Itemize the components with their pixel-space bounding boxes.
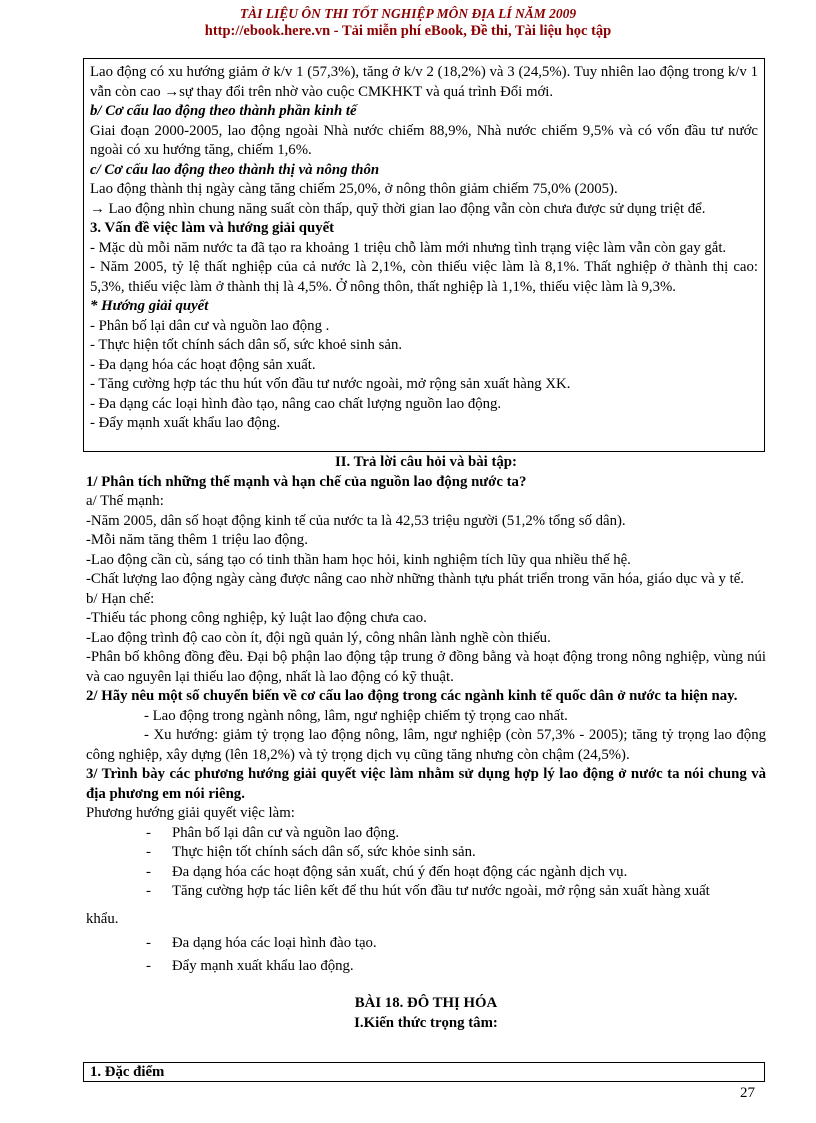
list-item: - Thực hiện tốt chính sách dân số, sức khoẻ sinh sản. xyxy=(90,337,403,353)
list-item: - Đa dạng hóa các hoạt động sản xuất, chú ý đến hoạt động các ngành dịch vụ. xyxy=(86,863,766,883)
summary-box xyxy=(83,58,765,452)
paragraph: Lao động có xu hướng giảm ở k/v 1 (57,3%), tăng ở k/v 2 (18,2%) và 3 (24,5%). Tuy nhiên lao động trong k/v 1 vẫn còn cao →sự thay đổi trên nhờ vào cuộc CMKHKT và quá trình Đổi mới. xyxy=(90,64,758,100)
heading-3: 3. Vấn đề việc làm và hướng giải quyết xyxy=(90,220,335,236)
feature-box xyxy=(83,1062,765,1082)
list-item: -Mỗi năm tăng thêm 1 triệu lao động. xyxy=(86,532,308,548)
bullet-dash: - xyxy=(146,824,151,841)
heading-solutions: * Hướng giải quyết xyxy=(90,298,209,314)
paragraph: - Xu hướng: giảm tỷ trọng lao động nông, lâm, ngư nghiệp (còn 57,3% - 2005); tăng tỷ trọng lao động công nghiệp, xây dựng (lên 18,2%) và tỷ trọng dịch vụ cũng tăng nhưng còn chậm (24,5%). xyxy=(86,727,766,763)
list-item: -Thiếu tác phong công nghiệp, kỷ luật lao động chưa cao. xyxy=(86,610,427,626)
paragraph: Phương hướng giải quyết việc làm: xyxy=(86,805,295,821)
section-title: I.Kiến thức trọng tâm: xyxy=(354,1014,498,1031)
paragraph: - Lao động trong ngành nông, lâm, ngư nghiệp chiếm tỷ trọng cao nhất. xyxy=(144,707,568,724)
list-item: - Thực hiện tốt chính sách dân số, sức khỏe sinh sản. xyxy=(86,843,766,863)
bullet-dash: - xyxy=(146,935,151,951)
header-separator: - xyxy=(330,23,342,39)
question-3: 3/ Trình bày các phương hướng giải quyết việc làm nhằm sử dụng hợp lý lao động ở nước ta nói chung và địa phương em nói riêng. xyxy=(86,766,766,802)
list-item: - Tăng cường hợp tác thu hút vốn đầu tư nước ngoài, mở rộng sản xuất hàng XK. xyxy=(90,376,571,392)
bullet-dash: - xyxy=(146,863,151,880)
list-item: - Phân bố lại dân cư và nguồn lao động. xyxy=(86,824,766,844)
wrapped-text: khẩu. xyxy=(86,910,119,927)
bullet-dash: - xyxy=(146,883,151,899)
section-title: II. Trả lời câu hỏi và bài tập: xyxy=(335,454,517,470)
subheading: a/ Thế mạnh: xyxy=(86,493,164,509)
list-item: -Năm 2005, dân số hoạt động kinh tế của nước ta là 42,53 triệu người (51,2% tổng số dân). xyxy=(86,512,626,529)
feature-label: 1. Đặc điểm xyxy=(90,1064,165,1080)
paragraph: - Mặc dù mỗi năm nước ta đã tạo ra khoảng 1 triệu chỗ làm mới nhưng tình trạng việc làm vẫn còn gay gắt. xyxy=(90,239,727,256)
subheading: b/ Hạn chế: xyxy=(86,590,155,607)
list-item: - Đa dạng các loại hình đào tạo, nâng cao chất lượng nguồn lao động. xyxy=(90,395,502,412)
page-number: 27 xyxy=(740,1085,755,1101)
header-url[interactable]: http://ebook.here.vn xyxy=(204,23,331,39)
paragraph: → Lao động nhìn chung năng suất còn thấp, quỹ thời gian lao động vẫn còn chưa được sử dụng triệt để. xyxy=(90,200,706,217)
list-item: -Lao động trình độ cao còn ít, đội ngũ quản lý, công nhân lành nghề còn thiếu. xyxy=(86,629,551,646)
question-1: 1/ Phân tích những thế mạnh và hạn chế của nguồn lao động nước ta? xyxy=(86,473,527,490)
list-item: - Tăng cường hợp tác liên kết để thu hút vốn đầu tư nước ngoài, mở rộng sản xuất hàng xuất xyxy=(86,882,766,902)
header-tagline: Tải miễn phí eBook, Đề thi, Tài liệu học tập xyxy=(342,23,612,39)
paragraph: Lao động thành thị ngày càng tăng chiếm 25,0%, ở nông thôn giảm chiếm 75,0% (2005). xyxy=(90,181,618,197)
paragraph: Giai đoạn 2000-2005, lao động ngoài Nhà nước chiếm 88,9%, Nhà nước chiếm 9,5% và có vốn đầu tư nước ngoài có xu hướng tăng, chiếm 1,6%. xyxy=(90,122,758,158)
question-2: 2/ Hãy nêu một số chuyển biến về cơ cấu lao động trong các ngành kinh tế quốc dân ở nước ta hiện nay. xyxy=(86,688,738,704)
list-item: - Đẩy mạnh xuất khẩu lao động. xyxy=(90,415,281,431)
list-item: -Chất lượng lao động ngày càng được nâng cao nhờ những thành tựu phát triển trong văn hóa, giáo dục và y tế. xyxy=(86,571,744,587)
bullet-dash: - xyxy=(146,844,151,860)
paragraph: - Năm 2005, tỷ lệ thất nghiệp của cả nước là 2,1%, còn thiếu việc làm là 8,1%. Thất nghiệp ở thành thị cao: 5,3%, thiếu việc làm ở thành thị là 4,5%. Ở nông thôn, thất nghiệp là 1,1%, thiếu việc làm là 9,3%. xyxy=(90,259,758,295)
list-item: -Phân bố không đồng đều. Đại bộ phận lao động tập trung ở đồng bằng và hoạt động trong nông nghiệp, vùng núi và cao nguyên lại thiếu lao động, nhất là lao động có kỹ thuật. xyxy=(86,649,766,685)
header-title: TÀI LIỆU ÔN THI TỐT NGHIỆP MÔN ĐỊA LÍ NĂM 2009 xyxy=(239,6,577,21)
lesson-title: BÀI 18. ĐÔ THỊ HÓA xyxy=(354,995,498,1011)
header-links xyxy=(0,23,816,40)
bullet-dash: - xyxy=(146,957,151,974)
heading-c: c/ Cơ cấu lao động theo thành thị và nông thôn xyxy=(90,161,380,178)
list-item: - Đẩy mạnh xuất khẩu lao động. xyxy=(86,957,766,977)
list-item: - Phân bố lại dân cư và nguồn lao động . xyxy=(90,317,330,334)
list-item: -Lao động cần cù, sáng tạo có tinh thần ham học hỏi, kinh nghiệm tích lũy qua nhiều thế hệ. xyxy=(86,551,631,568)
heading-b: b/ Cơ cấu lao động theo thành phần kinh tế xyxy=(90,103,357,119)
list-item: - Đa dạng hóa các loại hình đào tạo. xyxy=(86,934,766,954)
list-item: - Đa dạng hóa các hoạt động sản xuất. xyxy=(90,356,316,373)
main-content xyxy=(86,453,766,1033)
